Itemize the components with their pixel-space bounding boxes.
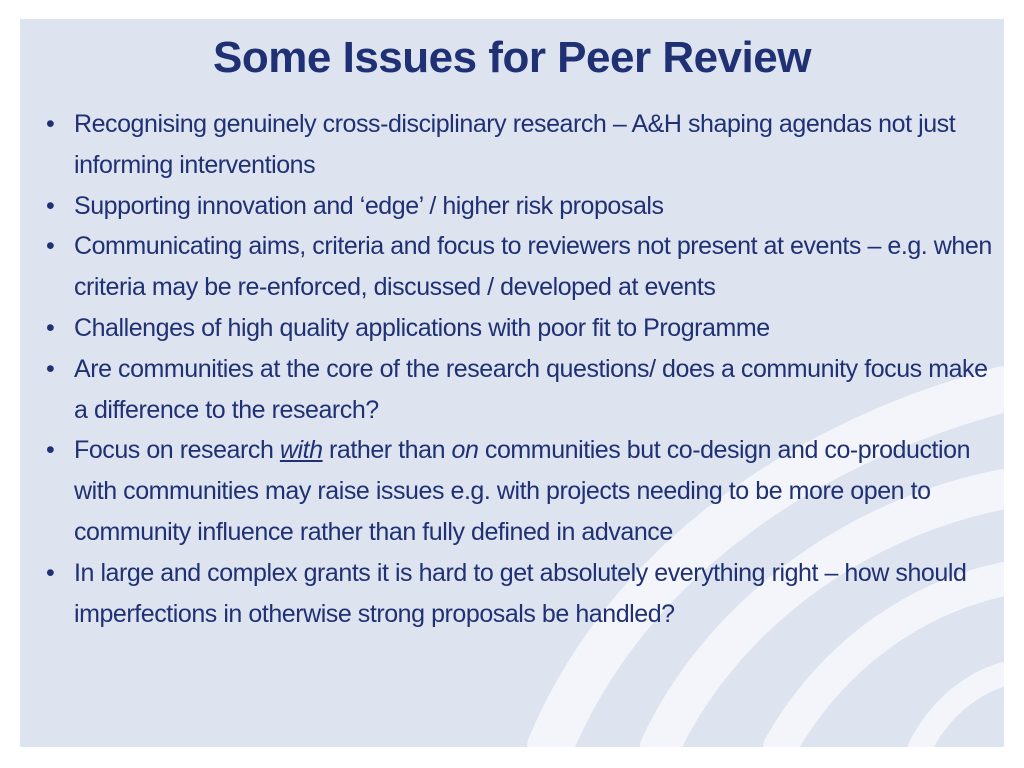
bullet-list (46, 104, 996, 634)
bullet-dot: • (46, 191, 55, 220)
bullet-text: Are communities at the core of the research questions/ does a community focus make a difference to the research? (74, 354, 988, 424)
bullet-dot: • (46, 110, 55, 138)
bullet-item (46, 226, 996, 308)
bullet-text-part: Focus on research (74, 436, 280, 465)
bullet-item (46, 349, 996, 431)
emphasis-with: with (279, 436, 323, 465)
bullet-item (46, 308, 996, 349)
bullet-text-part: communities but co-design and co-production with communities may raise issues e.g. with projects needing to be more open to community influence rather than fully defined in advance (74, 436, 971, 546)
bullet-item (46, 430, 996, 552)
bullet-dot: • (46, 436, 55, 465)
bullet-text: Supporting innovation and ‘edge’ / higher risk proposals (74, 191, 664, 220)
bullet-text: Challenges of high quality applications with poor fit to Programme (74, 313, 770, 342)
bullet-text-part: rather than (322, 436, 452, 465)
bullet-item (46, 553, 996, 635)
bullet-dot: • (46, 354, 55, 383)
slide (20, 19, 1004, 747)
bullet-item (46, 104, 996, 186)
bullet-text: Communicating aims, criteria and focus to reviewers not present at events – e.g. when criteria may be re-enforced, discussed / developed at events (74, 232, 992, 302)
bullet-dot: • (46, 232, 55, 261)
slide-title: Some Issues for Peer Review (213, 33, 811, 82)
bullet-item (46, 186, 996, 227)
bullet-dot: • (46, 558, 55, 587)
emphasis-on: on (451, 436, 479, 465)
bullet-text: In large and complex grants it is hard to get absolutely everything right – how should imperfections in otherwise strong proposals be handled? (74, 558, 967, 628)
bullet-dot: • (46, 313, 55, 342)
bullet-text: Recognising genuinely cross-disciplinary research – A&H shaping agendas not just informing interventions (74, 110, 956, 179)
